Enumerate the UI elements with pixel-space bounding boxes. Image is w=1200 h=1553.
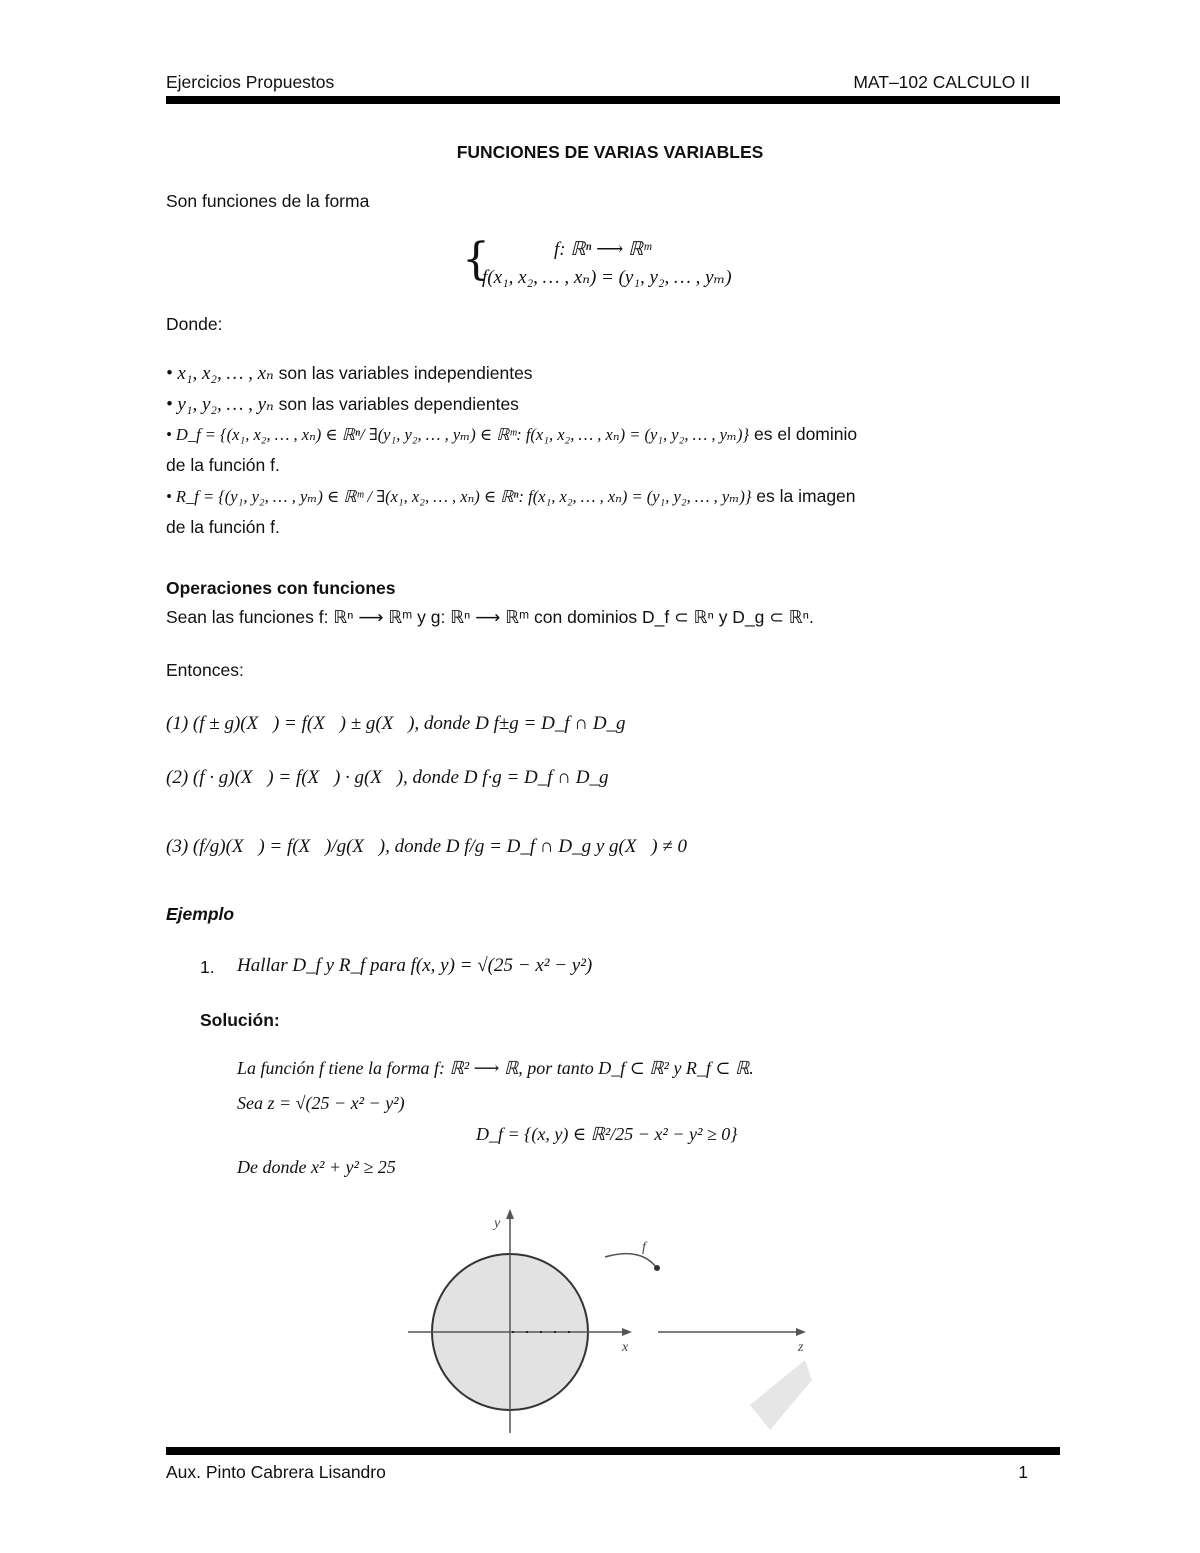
x-axis-label: x <box>622 1340 629 1355</box>
operations-heading: Operaciones con funciones <box>166 578 396 598</box>
f-mapping-label: f <box>642 1240 646 1255</box>
bullet-independent <box>166 362 533 385</box>
watermark-shape <box>750 1360 812 1430</box>
page-number: 1 <box>1018 1462 1028 1482</box>
y-axis-label: y <box>494 1216 501 1231</box>
bullet-domain <box>166 424 857 445</box>
example-heading: Ejemplo <box>166 904 235 924</box>
bullet-text: es el dominio <box>749 424 858 444</box>
def-line-1: f: ℝⁿ ⟶ ℝᵐ <box>554 239 652 260</box>
bullet-math: • D_f = {(x₁, x₂, … , xₙ) ∈ ℝⁿ/ ∃(y₁, y₂, … , yₘ) ∈ ℝᵐ: f(x₁, x₂, … , xₙ) = (y₁, y₂, … , yₘ)} <box>166 425 750 444</box>
donde-label: Donde: <box>166 314 223 334</box>
domain-figure <box>400 1205 820 1440</box>
footer-rule <box>166 1447 1060 1455</box>
z-axis-arrow <box>796 1328 806 1336</box>
example-item-text: Hallar D_f y R_f para f(x, y) = √(25 − x² − y²) <box>237 955 593 976</box>
solution-line-2: Sea z = √(25 − x² − y²) <box>237 1093 405 1113</box>
solution-line-3: D_f = {(x, y) ∈ ℝ²/25 − x² − y² ≥ 0} <box>476 1124 738 1144</box>
header-right: MAT–102 CALCULO II <box>853 72 1030 92</box>
header-left: Ejercicios Propuestos <box>166 72 335 92</box>
entonces-label: Entonces: <box>166 660 244 680</box>
operations-sentence: Sean las funciones f: ℝⁿ ⟶ ℝᵐ y g: ℝⁿ ⟶ ℝᵐ con dominios D_f ⊂ ℝⁿ y D_g ⊂ ℝⁿ. <box>166 607 814 627</box>
formula-quotient: (3) (f/g)(X⃗) = f(X⃗)/g(X⃗), donde D f/g = D_f ∩ D_g y g(X⃗) ≠ 0 <box>166 836 687 857</box>
bullet-math: • y₁, y₂, … , yₙ <box>166 394 274 415</box>
intro-text: Son funciones de la forma <box>166 191 370 211</box>
bullet-text: son las variables independientes <box>273 363 533 383</box>
solution-line-4: De donde x² + y² ≥ 25 <box>237 1157 396 1177</box>
solution-heading: Solución: <box>200 1010 280 1030</box>
system-brace: { <box>462 234 490 285</box>
bullet-range-cont: de la función f. <box>166 517 280 537</box>
bullet-range <box>166 486 856 507</box>
formula-sum: (1) (f ± g)(X⃗) = f(X⃗) ± g(X⃗), donde D f±g = D_f ∩ D_g <box>166 713 626 734</box>
z-axis-label: z <box>798 1340 804 1355</box>
bullet-math: • R_f = {(y₁, y₂, … , yₘ) ∈ ℝᵐ / ∃(x₁, x₂, … , xₙ) ∈ ℝⁿ: f(x₁, x₂, … , xₙ) = (y₁, y₂, … , yₘ)} <box>166 487 752 506</box>
bullet-text: es la imagen <box>751 486 856 506</box>
header-rule <box>166 96 1060 104</box>
bullet-domain-cont: de la función f. <box>166 455 280 475</box>
bullet-dependent <box>166 393 519 416</box>
y-axis-arrow <box>506 1209 514 1219</box>
formula-product: (2) (f · g)(X⃗) = f(X⃗) · g(X⃗), donde D f·g = D_f ∩ D_g <box>166 767 609 788</box>
mapping-arrow <box>605 1254 656 1267</box>
bullet-math: • x₁, x₂, … , xₙ <box>166 363 274 384</box>
def-line-2: f(x₁, x₂, … , xₙ) = (y₁, y₂, … , yₘ) <box>482 267 732 288</box>
page-title: FUNCIONES DE VARIAS VARIABLES <box>456 142 764 162</box>
footer-left: Aux. Pinto Cabrera Lisandro <box>166 1462 386 1482</box>
x-axis-arrow <box>622 1328 632 1336</box>
mapping-arrow-head <box>654 1265 660 1271</box>
example-item-number: 1. <box>200 957 215 977</box>
solution-line-1: La función f tiene la forma f: ℝ² ⟶ ℝ, por tanto D_f ⊂ ℝ² y R_f ⊂ ℝ. <box>237 1058 754 1078</box>
bullet-text: son las variables dependientes <box>273 394 519 414</box>
